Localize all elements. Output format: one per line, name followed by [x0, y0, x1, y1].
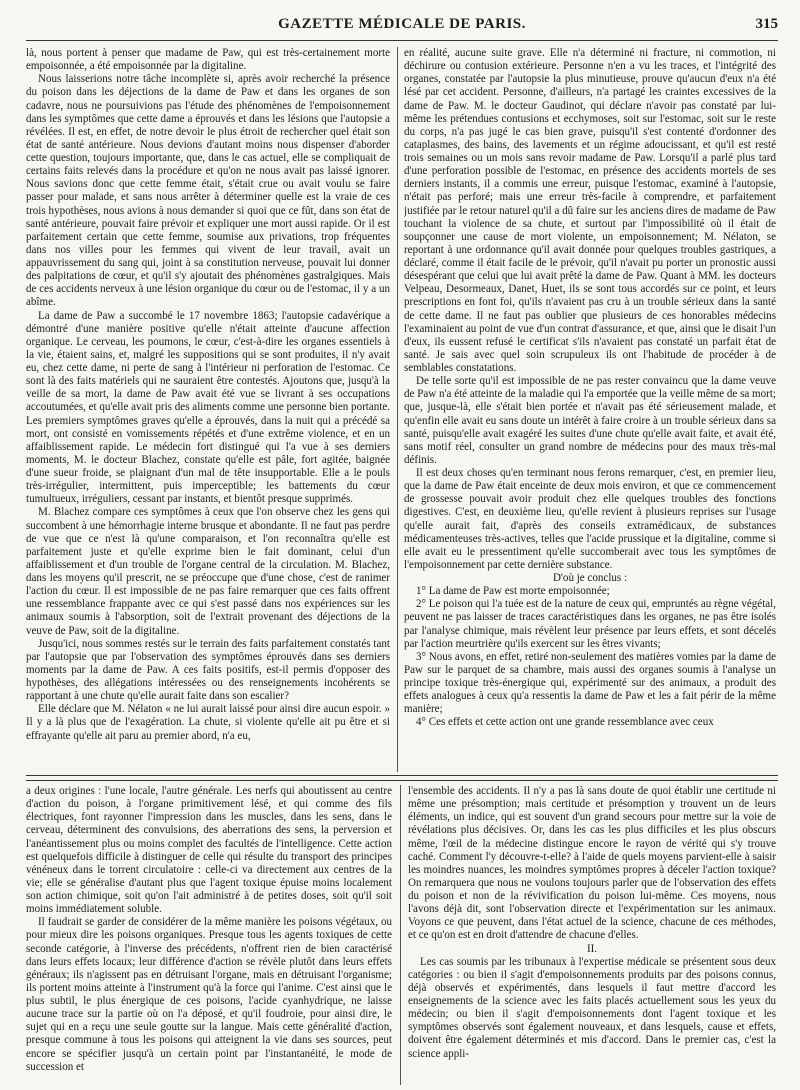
- paragraph: l'ensemble des accidents. Il n'y a pas là sans doute de quoi établir une certitude ni même une présomption; mais certitude et présomption y trouvent un de leurs éléments, un indice, qui est souvent d'un grand secours pour mettre sur la voie de révélations plus décisives. Or, dans les cas les plus difficiles et les plus obscurs même, l'œil de la médecine distingue encore le rayon de vérité qui s'y trouve caché. Comment l'y découvre-t-elle? à l'aide de quels moyens parvient-elle à saisir les moindres nuances, les moindres symptômes propres à déceler l'action toxique? On remarquera que nous ne voulons toujours parler que de l'observation des effets du poison et non de la révivification du poison lui-même. Ces moyens, nous l'avons déjà dit, sont l'observation directe et l'expérimentation sur les animaux. Voyons ce que peuvent, dans l'état actuel de la science, chacune de ces méthodes, et ce qu'on est en droit d'attendre de chacune d'elles.: [408, 785, 776, 942]
- column-divider: [397, 47, 398, 772]
- paragraph: Les cas soumis par les tribunaux à l'expertise médicale se présentent sous deux catégories : ou bien il s'agit d'empoisonnements produits par des poisons connus, déjà observés et expérimentés, dans lesquels il faut mettre d'accord les enseignements de la science avec les faits placés actuellement sous les yeux du médecin; ou bien il s'agit d'empoisonnements dont l'agent toxique et les symptômes observés sont également nouveaux, et dans lesquels, cause et effets, doivent être également déterminés et mis d'accord. Dans le premier cas, c'est la science appli-: [408, 955, 776, 1060]
- column-bottom-left: [26, 785, 392, 1085]
- column-top-right: [404, 47, 776, 772]
- header-rule: [26, 40, 778, 41]
- journal-title: GAZETTE MÉDICALE DE PARIS.: [278, 16, 526, 32]
- conclusion-item: 2° Le poison qui l'a tuée est de la nature de ceux qui, empruntés au règne végétal, peuvent ne pas laisser de traces caractéristiques dans les organes, ne pas être isolés par l'analyse chimique, mais révèlent leur présence par leurs effets, et sont décelés par l'action meurtrière qu'ils exercent sur les êtres vivants;: [404, 598, 776, 650]
- conclusion-item: 3° Nous avons, en effet, retiré non-seulement des matières vomies par la dame de Paw sur le parquet de sa chambre, mais aussi des organes soumis à l'analyse un principe toxique très-énergique qui, expérimenté sur des animaux, a produit des effets analogues à ceux qu'a ressentis la dame de Paw et les a fait périr de la même manière;: [404, 650, 776, 716]
- column-bottom-right: [408, 785, 776, 1085]
- paragraph: De telle sorte qu'il est impossible de ne pas rester convaincu que la dame veuve de Paw n'a été atteinte de la maladie qui l'a emportée que la veille même de sa mort; que, jusque-là, elle s'était bien portée et n'avait pas été sérieusement malade, et qu'enfin elle avait eu sans doute un intérêt à faire croire à un trouble sérieux dans sa santé, puisqu'elle avait exagéré les suites d'une chute qu'elle avait faite, et avait été, sans motif réel, consulter un grand nombre de médecins pour des maux très-mal définis.: [404, 375, 776, 466]
- paragraph: Elle déclare que M. Nélaton « ne lui aurait laissé pour ainsi dire aucun espoir. » Il y a là plus que de l'exagération. La chute, si violente qu'elle ait pu être et si effrayante qu'elle ait paru au premier abord, n'a eu,: [26, 703, 390, 742]
- column-top-left: [26, 47, 390, 772]
- paragraph: Jusqu'ici, nous sommes restés sur le terrain des faits parfaitement constatés tant par l'autopsie que par l'observation des symptômes éprouvés dans ses derniers moments par la dame de Paw. A ces faits positifs, est-il permis d'opposer des hypothèses, des allégations intéressées ou des renseignements incohérents se rapportant à une chute qu'elle aurait faite dans son escalier?: [26, 637, 390, 703]
- paragraph: a deux origines : l'une locale, l'autre générale. Les nerfs qui aboutissent au centre d'action du poison, à l'organe primitivement lésé, et qui comme des fils électriques, font rayonner l'impression dans les muscles, dans les sens, dans le cerveau, déterminent des convulsions, des aberrations des sens, la perversion et l'anéantissement plus ou moins complet des facultés de l'intelligence. Cette action est quelquefois difficile à distinguer de celle qui résulte du transport des principes vénéneux dans le torrent circulatoire : celle-ci va directement aux centres de la vie; elle se généralise d'autant plus que l'agent toxique épuise moins localement son action chimique, soit qu'on l'ait administré à de petites doses, soit qu'il soit moins immédiatement soluble.: [26, 785, 392, 916]
- paragraph: en réalité, aucune suite grave. Elle n'a déterminé ni fracture, ni commotion, ni déchirure ou contusion extérieure. Personne n'en a vu les traces, et l'intégrité des organes, constatée par l'autopsie la plus minutieuse, prouve qu'aucun d'eux n'a été lésé par cet accident. Personne, d'ailleurs, n'a partagé les craintes excessives de la dame de Paw. M. le docteur Gaudinot, qui déclare n'avoir pas constaté par lui-même les prétendues contusions et ecchymoses, soit sur l'estomac, soit sur le reste du corps, n'a pas jugé le cas bien grave, puisqu'il s'est contenté d'ordonner des cataplasmes, des bains, des lavements et un régime adoucissant, et qu'il est resté trois semaines ou un mois sans revoir madame de Paw. Lorsqu'il a parlé plus tard d'une perforation possible de l'estomac, en présence des accidents mortels de ses derniers instants, il a commis une erreur, puisque l'estomac, examiné à l'autopsie, n'était pas perforé; mais une erreur très-facile à comprendre, et parfaitement justifiée par le retour naturel qu'il a dû faire sur les anciens dires de madame de Paw touchant la violence de sa chute, et surtout par l'impossibilité où il était de soupçonner une cause de mort violente, un empoisonnement; M. Nélaton, se reportant à une ordonnance qu'il avait donnée pour quelques troubles gastriques, a déclaré, comme il était facile de le prévoir, qu'il n'avait pu porter un pronostic aussi désespérant que celui que lui avait prêté la dame de Paw. Quant à MM. les docteurs Velpeau, Desormeaux, Danet, Huet, ils se sont tous accordés sur ce point, et leurs prescriptions en font foi, qu'ils n'avaient pas cru à un trouble sérieux dans la santé de cette dame. Il ne faut pas oublier que plusieurs de ces honorables médecins l'examinaient au point de vue d'un contrat d'assurance, et que, ainsi que le disait l'un d'eux, ils eussent refusé le certificat s'ils n'avaient pas constaté un parfait état de santé. Je sais avec quel soin scrupuleux ils ont l'habitude de procéder à de semblables constatations.: [404, 47, 776, 374]
- paragraph: Il est deux choses qu'en terminant nous ferons remarquer, c'est, en premier lieu, que la dame de Paw était enceinte de deux mois environ, et que ce commencement de grossesse pouvait avoir produit chez elle quelques troubles des fonctions digestives. C'est, en deuxième lieu, qu'elle revient à plusieurs reprises sur l'usage qu'elle aurait fait, d'après des conseils extramédicaux, de substances médicamenteuses très-actives, telles que l'acide prussique et la digitaline, comme si elle avait eu le pressentiment qu'elle succomberait avec tous les symptômes de l'empoisonnement par cette dernière substance.: [404, 467, 776, 571]
- page-number: 315: [755, 16, 778, 32]
- paragraph: La dame de Paw a succombé le 17 novembre 1863; l'autopsie cadavérique a démontré d'une manière positive qu'elle n'était atteinte d'aucune affection organique. Le cerveau, les poumons, le cœur, c'est-à-dire les organes essentiels à la vie, étaient sains, et, malgré les suppositions qui se sont produites, il n'y avait eu, chez cette dame, ni perte de sang à l'intérieur ni perforation de l'estomac. Ce sont là des faits matériels qui ne sauraient être contestés. Ajoutons que, jusqu'à la veille de sa mort, la dame de Paw avait été vue se livrant à ses occupations accoutumées, et qu'elle avait pris des aliments comme une personne bien portante. Les premiers symptômes graves qu'elle a éprouvés, dans la nuit qui a précédé sa mort, ont consisté en vomissements répétés et d'une extrême violence, et en un affaiblissement rapide. Le médecin fort distingué qui l'a vue à ses derniers moments, M. le docteur Blachez, constate qu'elle est pâle, fort agitée, baignée d'une sueur froide, se plaignant d'un mal de tête insupportable. Elle a le pouls très-irrégulier, intermittent, puis imperceptible; les battements du cœur tumultueux, irréguliers, cessant par instants, et bientôt presque supprimés.: [26, 309, 390, 506]
- section-heading: II.: [586, 942, 598, 955]
- paragraph: là, nous portent à penser que madame de Paw, qui est très-certainement morte empoisonnée, a été empoisonnée par la digitaline.: [26, 47, 390, 73]
- page-header: [26, 16, 778, 38]
- conclusion-item: 1° La dame de Paw est morte empoisonnée;: [416, 585, 610, 598]
- conclusion-heading: D'où je conclus :: [552, 572, 628, 584]
- paragraph: Il faudrait se garder de considérer de la même manière les poisons végétaux, ou pour mieux dire les poisons organiques. Presque tous les agents toxiques de cette seconde catégorie, à l'inverse des précédents, n'offrent rien de bien caractérisé dans leurs effets locaux; leur différence d'action se révèle plutôt dans leurs effets généraux; ils n'agissent pas en détruisant l'organe, mais en détruisant l'organisme; ils portent moins atteinte à l'instrument qu'à la force qui l'anime. C'est ainsi que le plus subtil, le plus énergique de ces poisons, l'acide cyanhydrique, ne laisse aucune trace sur la partie où on l'a déposé, et qu'il foudroie, pour ainsi dire, le sujet qui en a reçu une seule goutte sur la langue. Mais cette généralité d'action, presque commune à tous les poisons qui atteignent la vie dans ses sources, peut encore se spécifier jusqu'à un certain point par l'instantanéité, le mode de succession et: [26, 916, 392, 1073]
- conclusion-item: 4° Ces effets et cette action ont une grande ressemblance avec ceux: [416, 716, 714, 729]
- paragraph: Nous laisserions notre tâche incomplète si, après avoir recherché la présence du poison dans les déjections de la dame de Paw et dans les organes de son cadavre, nous ne poursuivions pas l'étude des phénomènes de l'empoisonnement dans les symptômes que cette dame a éprouvés et dans les lésions que l'autopsie a révélées. Il est, en effet, de notre devoir le plus étroit de rechercher quel était son état de santé antérieure. Nous devions d'autant moins nous dispenser d'aborder cette question, toujours importante, que, dans le cas actuel, elle se compliquait de certains faits relevés dans la procédure et qu'on ne nous avait pas laissé ignorer. Nous savions donc que cette femme était, s'était crue ou avait voulu se faire passer pour malade, et sans nous arrêter à déterminer quelle est la vraie de ces trois hypothèses, nous avions à nous demander si quoi que ce fût, dans son état de santé antérieure, pouvait faire prévoir et expliquer une mort aussi rapide. Or il est parfaitement certain que cette femme, soumise aux privations, trop fréquentes dans nos villes pour les femmes qui vivent de leur travail, avait un appauvrissement du sang qui, joint à sa constitution nerveuse, pouvait lui donner des palpitations de cœur, et qu'il s'y ajoutait des phénomènes gastralgiques. Mais de ces accidents nerveux à une lésion organique du cœur ou de l'estomac, il y a un abîme.: [26, 73, 390, 309]
- column-divider: [400, 785, 401, 1085]
- section-divider: [26, 775, 778, 781]
- paragraph: M. Blachez compare ces symptômes à ceux que l'on observe chez les gens qui succombent à une hémorrhagie interne brusque et abondante. Il ne faut pas perdre de vue que ce n'est là qu'une comparaison, et l'on reconnaîtra qu'elle est parfaitement juste et qu'elle exprime bien le fait dominant, celui d'un affaiblissement et d'un trouble de l'organe central de la circulation. M. Blachez, dans les moyens qu'il prescrit, ne se préoccupe que d'une chose, c'est de ranimer l'action du cœur. Il est impossible de ne pas faire remarquer que ces faits offrent une ressemblance frappante avec ce qui s'est passé dans nos expériences sur les animaux soumis à l'absorption, soit de l'extrait provenant des déjections de la veuve de Paw, soit de la digitaline.: [26, 506, 390, 637]
